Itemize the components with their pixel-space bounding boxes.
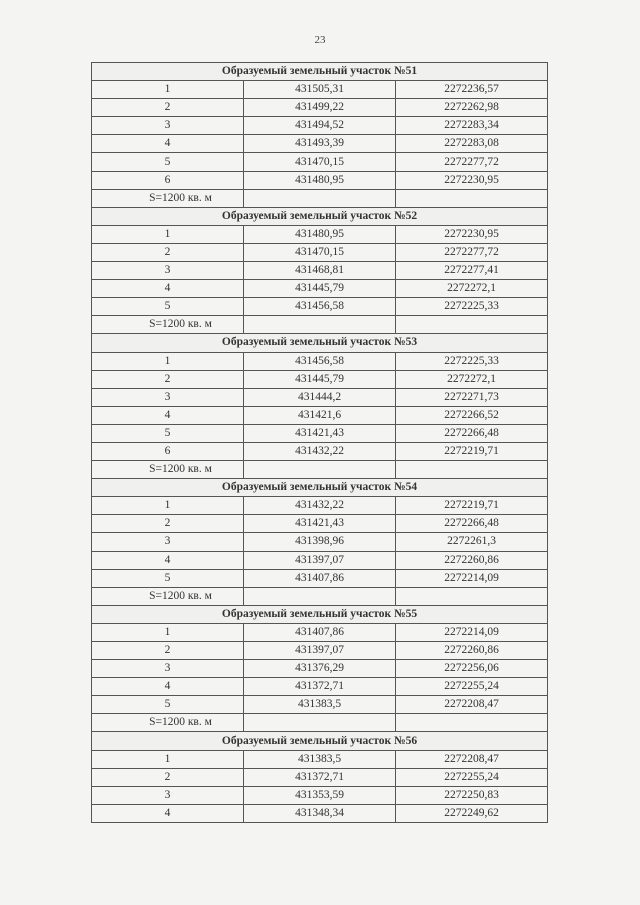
table-row [92,497,548,515]
plot-header-row [92,334,548,352]
table-row [92,515,548,533]
point-number-cell: 3 [92,262,244,280]
x-coordinate-cell: 431480,95 [244,225,396,243]
x-coordinate-cell: 431493,39 [244,135,396,153]
x-coordinate-cell: 431397,07 [244,642,396,660]
x-coordinate-cell: 431407,86 [244,623,396,641]
table-row [92,171,548,189]
x-coordinate-cell: 431456,58 [244,352,396,370]
point-number-cell: 6 [92,171,244,189]
y-coordinate-cell: 2272266,48 [396,424,548,442]
x-coordinate-cell: 431480,95 [244,171,396,189]
x-coordinate-cell: 431383,5 [244,750,396,768]
table-row [92,135,548,153]
x-coordinate-cell: 431445,79 [244,280,396,298]
y-coordinate-cell: 2272277,72 [396,153,548,171]
point-number-cell: 1 [92,750,244,768]
y-coordinate-cell: 2272266,48 [396,515,548,533]
point-number-cell: 3 [92,786,244,804]
point-number-cell: 3 [92,533,244,551]
point-number-cell: 5 [92,569,244,587]
table-row [92,280,548,298]
plot-title: Образуемый земельный участок №56 [92,732,548,750]
point-number-cell: 2 [92,99,244,117]
point-number-cell: 3 [92,388,244,406]
y-coordinate-cell: 2272277,72 [396,243,548,261]
table-row [92,750,548,768]
x-coordinate-cell: 431432,22 [244,497,396,515]
table-row [92,678,548,696]
x-coordinate-cell: 431505,31 [244,81,396,99]
x-coordinate-cell: 431432,22 [244,442,396,460]
point-number-cell: 3 [92,117,244,135]
empty-cell [244,189,396,207]
point-number-cell: 2 [92,515,244,533]
empty-cell [244,461,396,479]
x-coordinate-cell: 431456,58 [244,298,396,316]
y-coordinate-cell: 2272271,73 [396,388,548,406]
x-coordinate-cell: 431470,15 [244,243,396,261]
plot-title: Образуемый земельный участок №51 [92,63,548,81]
x-coordinate-cell: 431445,79 [244,370,396,388]
x-coordinate-cell: 431372,71 [244,768,396,786]
point-number-cell: 5 [92,696,244,714]
x-coordinate-cell: 431421,6 [244,406,396,424]
point-number-cell: 2 [92,370,244,388]
area-cell: S=1200 кв. м [92,189,244,207]
table-row [92,804,548,822]
x-coordinate-cell: 431407,86 [244,569,396,587]
table-row [92,298,548,316]
y-coordinate-cell: 2272219,71 [396,442,548,460]
x-coordinate-cell: 431421,43 [244,515,396,533]
y-coordinate-cell: 2272266,52 [396,406,548,424]
point-number-cell: 4 [92,678,244,696]
point-number-cell: 4 [92,551,244,569]
area-row [92,316,548,334]
table-row [92,533,548,551]
y-coordinate-cell: 2272214,09 [396,623,548,641]
table-row [92,370,548,388]
x-coordinate-cell: 431499,22 [244,99,396,117]
y-coordinate-cell: 2272261,3 [396,533,548,551]
x-coordinate-cell: 431348,34 [244,804,396,822]
area-cell: S=1200 кв. м [92,714,244,732]
y-coordinate-cell: 2272208,47 [396,750,548,768]
plot-title: Образуемый земельный участок №54 [92,479,548,497]
y-coordinate-cell: 2272250,83 [396,786,548,804]
y-coordinate-cell: 2272255,24 [396,678,548,696]
table-row [92,406,548,424]
plot-header-row [92,732,548,750]
point-number-cell: 1 [92,623,244,641]
table-row [92,768,548,786]
y-coordinate-cell: 2272225,33 [396,298,548,316]
plot-header-row [92,479,548,497]
plot-title: Образуемый земельный участок №52 [92,207,548,225]
x-coordinate-cell: 431372,71 [244,678,396,696]
point-number-cell: 6 [92,442,244,460]
table-row [92,786,548,804]
point-number-cell: 5 [92,424,244,442]
table-row [92,424,548,442]
table-row [92,99,548,117]
y-coordinate-cell: 2272219,71 [396,497,548,515]
y-coordinate-cell: 2272283,34 [396,117,548,135]
y-coordinate-cell: 2272236,57 [396,81,548,99]
x-coordinate-cell: 431494,52 [244,117,396,135]
plot-header-row [92,63,548,81]
table-row [92,388,548,406]
x-coordinate-cell: 431421,43 [244,424,396,442]
plot-title: Образуемый земельный участок №53 [92,334,548,352]
y-coordinate-cell: 2272214,09 [396,569,548,587]
y-coordinate-cell: 2272208,47 [396,696,548,714]
area-row [92,587,548,605]
x-coordinate-cell: 431383,5 [244,696,396,714]
y-coordinate-cell: 2272272,1 [396,370,548,388]
point-number-cell: 2 [92,768,244,786]
point-number-cell: 5 [92,298,244,316]
table-row [92,660,548,678]
x-coordinate-cell: 431398,96 [244,533,396,551]
x-coordinate-cell: 431444,2 [244,388,396,406]
x-coordinate-cell: 431468,81 [244,262,396,280]
y-coordinate-cell: 2272260,86 [396,551,548,569]
table-row [92,696,548,714]
plot-title: Образуемый земельный участок №55 [92,605,548,623]
table-row [92,81,548,99]
table-row [92,442,548,460]
point-number-cell: 3 [92,660,244,678]
table-row [92,551,548,569]
table-row [92,642,548,660]
y-coordinate-cell: 2272256,06 [396,660,548,678]
point-number-cell: 5 [92,153,244,171]
y-coordinate-cell: 2272260,86 [396,642,548,660]
y-coordinate-cell: 2272225,33 [396,352,548,370]
y-coordinate-cell: 2272255,24 [396,768,548,786]
empty-cell [396,316,548,334]
area-cell: S=1200 кв. м [92,587,244,605]
x-coordinate-cell: 431397,07 [244,551,396,569]
y-coordinate-cell: 2272230,95 [396,171,548,189]
table-row [92,623,548,641]
point-number-cell: 2 [92,642,244,660]
table-row [92,352,548,370]
x-coordinate-cell: 431470,15 [244,153,396,171]
empty-cell [396,189,548,207]
y-coordinate-cell: 2272249,62 [396,804,548,822]
point-number-cell: 1 [92,81,244,99]
area-cell: S=1200 кв. м [92,316,244,334]
area-row [92,461,548,479]
point-number-cell: 4 [92,280,244,298]
plot-header-row [92,605,548,623]
empty-cell [244,316,396,334]
plot-header-row [92,207,548,225]
point-number-cell: 1 [92,497,244,515]
area-cell: S=1200 кв. м [92,461,244,479]
empty-cell [244,587,396,605]
empty-cell [396,714,548,732]
table-row [92,117,548,135]
point-number-cell: 2 [92,243,244,261]
table-row [92,569,548,587]
y-coordinate-cell: 2272262,98 [396,99,548,117]
empty-cell [396,587,548,605]
page-number: 23 [314,34,326,46]
table-row [92,225,548,243]
point-number-cell: 4 [92,804,244,822]
y-coordinate-cell: 2272283,08 [396,135,548,153]
table-row [92,262,548,280]
y-coordinate-cell: 2272230,95 [396,225,548,243]
y-coordinate-cell: 2272277,41 [396,262,548,280]
area-row [92,714,548,732]
table-row [92,243,548,261]
point-number-cell: 1 [92,352,244,370]
point-number-cell: 4 [92,406,244,424]
point-number-cell: 4 [92,135,244,153]
x-coordinate-cell: 431353,59 [244,786,396,804]
x-coordinate-cell: 431376,29 [244,660,396,678]
y-coordinate-cell: 2272272,1 [396,280,548,298]
coordinates-table-body [92,63,548,823]
point-number-cell: 1 [92,225,244,243]
empty-cell [396,461,548,479]
empty-cell [244,714,396,732]
coordinates-table [91,62,548,823]
table-row [92,153,548,171]
area-row [92,189,548,207]
